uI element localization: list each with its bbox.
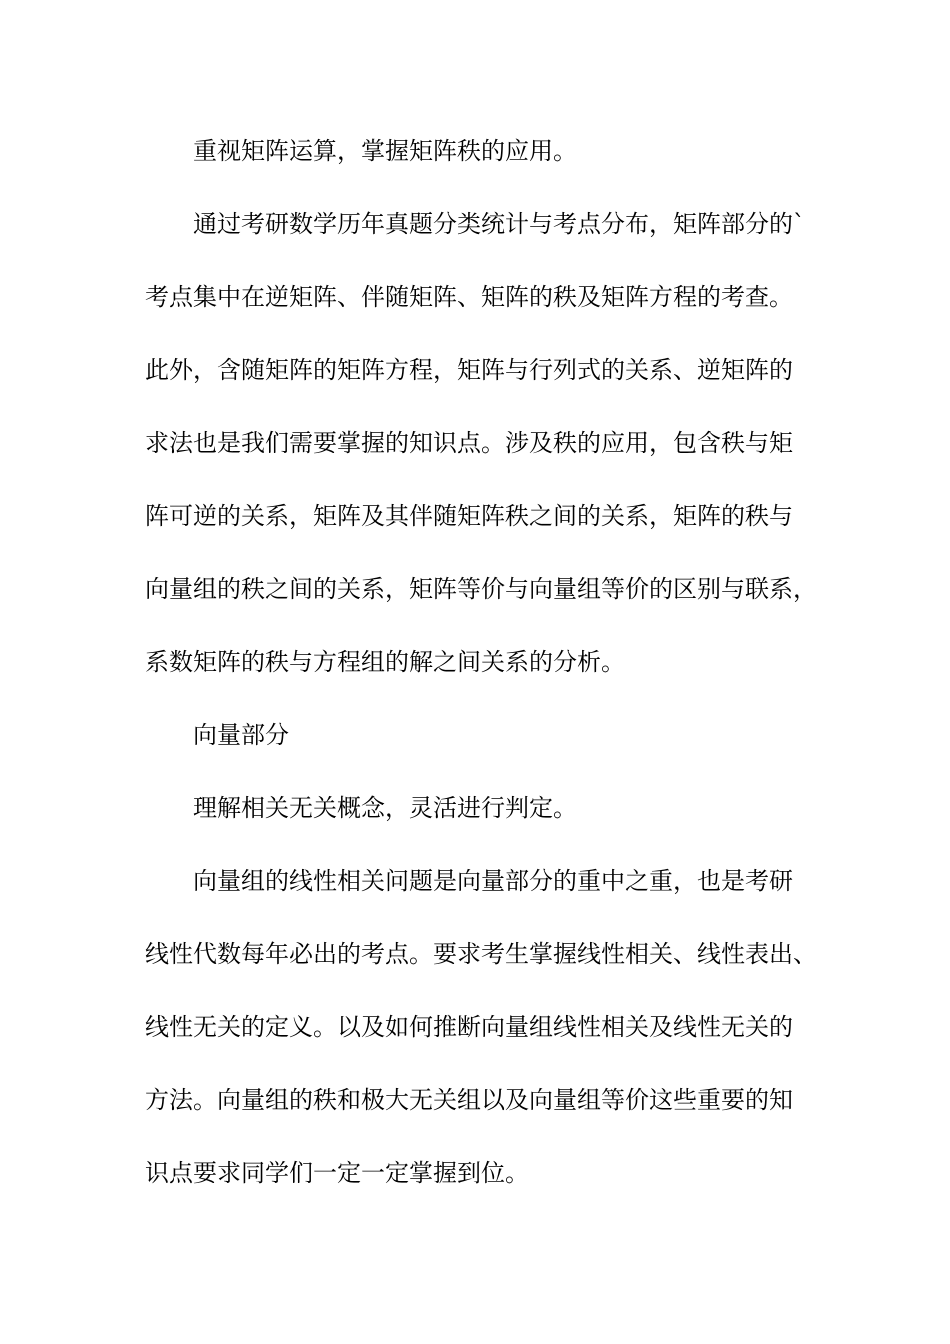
paragraph-line-14: 方法。向量组的秩和极大无关组以及向量组等价这些重要的知	[145, 1086, 793, 1114]
paragraph-line-2: 通过考研数学历年真题分类统计与考点分布，矩阵部分的`	[193, 210, 805, 238]
paragraph-line-12: 线性代数每年必出的考点。要求考生掌握线性相关、线性表出、	[145, 940, 817, 968]
paragraph-line-8: 系数矩阵的秩与方程组的解之间关系的分析。	[145, 648, 625, 676]
section-heading: 向量部分	[193, 721, 289, 749]
paragraph-line-6: 阵可逆的关系，矩阵及其伴随矩阵秩之间的关系，矩阵的秩与	[145, 502, 793, 530]
paragraph-line-1: 重视矩阵运算，掌握矩阵秩的应用。	[193, 137, 577, 165]
paragraph-line-4: 此外，含随矩阵的矩阵方程，矩阵与行列式的关系、逆矩阵的	[145, 356, 793, 384]
paragraph-line-7: 向量组的秩之间的关系，矩阵等价与向量组等价的区别与联系，	[145, 575, 817, 603]
paragraph-line-3: 考点集中在逆矩阵、伴随矩阵、矩阵的秩及矩阵方程的考查。	[145, 283, 793, 311]
paragraph-line-5: 求法也是我们需要掌握的知识点。涉及秩的应用，包含秩与矩	[145, 429, 793, 457]
paragraph-line-15: 识点要求同学们一定一定掌握到位。	[145, 1159, 529, 1187]
paragraph-line-11: 向量组的线性相关问题是向量部分的重中之重，也是考研	[193, 867, 793, 895]
paragraph-line-10: 理解相关无关概念，灵活进行判定。	[193, 794, 577, 822]
paragraph-line-13: 线性无关的定义。以及如何推断向量组线性相关及线性无关的	[145, 1013, 793, 1041]
